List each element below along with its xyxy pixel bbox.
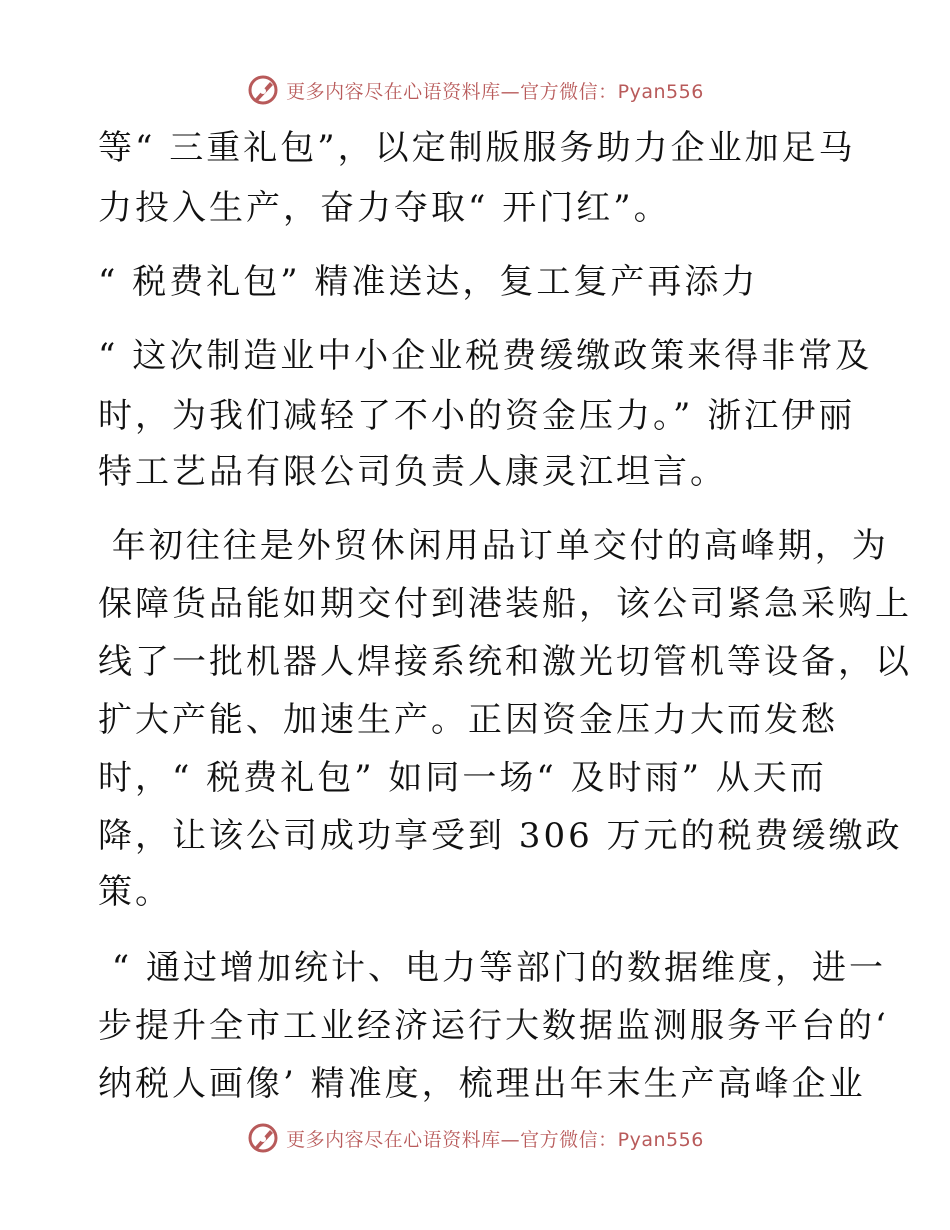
text-line: “ 这次制造业中小企业税费缓缴政策来得非常及 [98,336,873,376]
text-line: 纳税人画像’ 精准度，梳理出年末生产高峰企业 [98,1064,866,1104]
text-line: 年初往往是外贸休闲用品订单交付的高峰期，为 [98,526,889,566]
text-line: 等“ 三重礼包”，以定制版服务助力企业加足马 [98,128,856,168]
text-line: 力投入生产，奋力夺取“ 开门红”。 [98,188,671,228]
text-line: 时，“ 税费礼包” 如同一场“ 及时雨” 从天而 [98,758,827,798]
text-line: 时，为我们减轻了不小的资金压力。” 浙江伊丽 [98,396,856,436]
text-line: 扩大产能、加速生产。正因资金压力大而发愁 [98,700,838,740]
watermark-text: 更多内容尽在心语资料库—官方微信：Pyan556 [286,80,704,103]
text-line: 保障货品能如期交付到港装船，该公司紧急采购上 [98,584,912,624]
watermark-text: 更多内容尽在心语资料库—官方微信：Pyan556 [286,1128,704,1151]
section-heading: “ 税费礼包” 精准送达，复工复产再添力 [98,262,759,302]
text-line: “ 通过增加统计、电力等部门的数据维度，进一 [98,948,886,988]
quill-seal-icon [246,1121,280,1155]
text-line: 步提升全市工业经济运行大数据监测服务平台的‘ [98,1006,889,1046]
footer-watermark [0,1118,950,1158]
text-line: 线了一批机器人焊接系统和激光切管机等设备，以 [98,642,912,682]
text-line: 策。 [98,872,172,912]
text-line: 特工艺品有限公司负责人康灵江坦言。 [98,452,727,492]
text-line: 降，让该公司成功享受到 306 万元的税费缓缴政 [98,816,903,856]
